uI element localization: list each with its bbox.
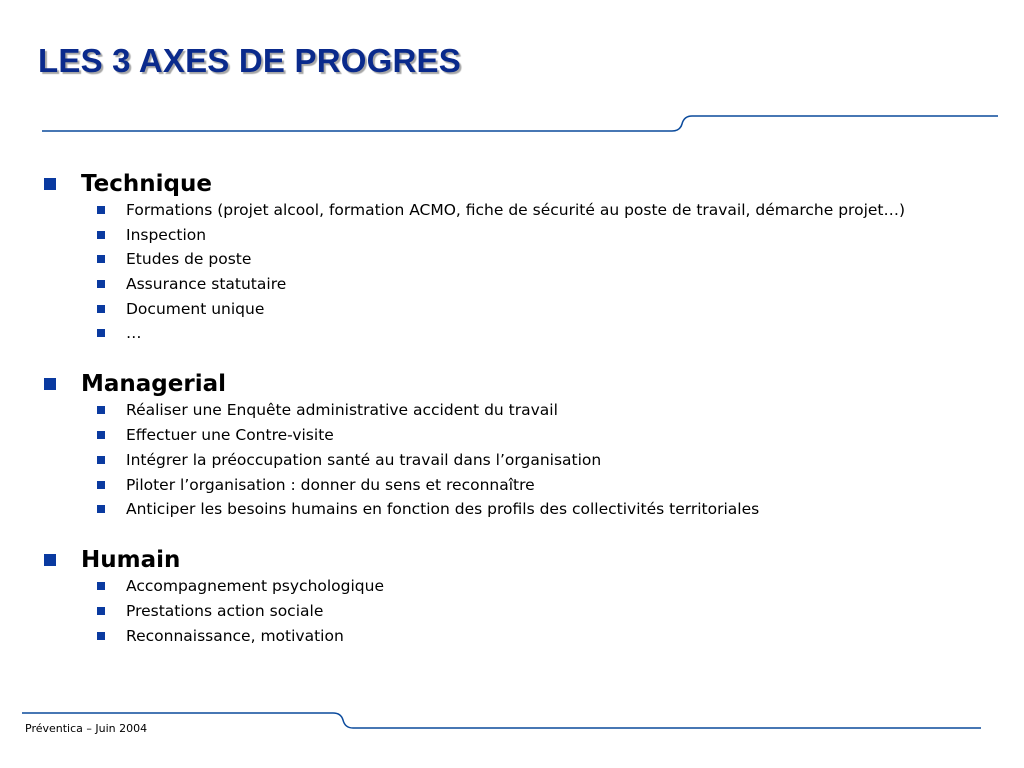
footer-rule bbox=[22, 713, 981, 728]
list-item bbox=[44, 475, 984, 495]
item-text: Formations (projet alcool, formation ACMO, fiche de sécurité au poste de travail, démarche projet…) bbox=[126, 201, 906, 219]
section-header bbox=[44, 544, 984, 576]
list-item bbox=[44, 626, 984, 646]
square-bullet-icon bbox=[97, 231, 105, 239]
item-list bbox=[44, 200, 984, 343]
item-text: Reconnaissance, motivation bbox=[126, 626, 344, 645]
section-header bbox=[44, 368, 984, 400]
item-text: … bbox=[126, 324, 142, 343]
square-bullet-icon bbox=[97, 406, 105, 414]
content-area bbox=[44, 168, 984, 671]
list-item bbox=[44, 274, 984, 294]
footer-text: Préventica – Juin 2004 bbox=[25, 722, 148, 735]
square-bullet-icon bbox=[97, 632, 105, 640]
section-title: Managerial bbox=[81, 371, 226, 398]
list-item bbox=[44, 225, 984, 245]
list-item bbox=[44, 400, 984, 420]
list-item bbox=[44, 200, 984, 220]
square-bullet-icon bbox=[44, 554, 56, 566]
square-bullet-icon bbox=[97, 505, 105, 513]
list-item bbox=[44, 249, 984, 269]
header-rule bbox=[42, 116, 998, 131]
list-item bbox=[44, 425, 984, 445]
section-header bbox=[44, 168, 984, 200]
item-text: Assurance statutaire bbox=[126, 275, 287, 294]
square-bullet-icon bbox=[97, 206, 105, 214]
section-title: Technique bbox=[81, 171, 212, 197]
list-item bbox=[44, 499, 984, 519]
item-text: Réaliser une Enquête administrative accident du travail bbox=[126, 401, 558, 420]
section-title: Humain bbox=[81, 547, 181, 574]
item-text: Intégrer la préoccupation santé au travail dans l’organisation bbox=[126, 450, 602, 469]
square-bullet-icon bbox=[44, 178, 56, 190]
item-text: Etudes de poste bbox=[126, 250, 252, 269]
square-bullet-icon bbox=[97, 481, 105, 489]
square-bullet-icon bbox=[97, 431, 105, 439]
list-item bbox=[44, 323, 984, 343]
item-text: Effectuer une Contre-visite bbox=[126, 426, 334, 445]
item-text: Piloter l’organisation : donner du sens et reconnaître bbox=[126, 475, 535, 494]
list-item bbox=[44, 601, 984, 621]
square-bullet-icon bbox=[97, 305, 105, 313]
square-bullet-icon bbox=[44, 378, 56, 390]
item-text: Document unique bbox=[126, 299, 265, 318]
square-bullet-icon bbox=[97, 280, 105, 288]
item-list bbox=[44, 576, 984, 645]
slide-title: LES 3 AXES DE PROGRES bbox=[38, 42, 461, 79]
item-text: Accompagnement psychologique bbox=[126, 577, 385, 596]
list-item bbox=[44, 299, 984, 319]
square-bullet-icon bbox=[97, 607, 105, 615]
item-text: Prestations action sociale bbox=[126, 601, 324, 620]
item-text: Anticiper les besoins humains en fonction des profils des collectivités territoriales bbox=[126, 500, 760, 519]
square-bullet-icon bbox=[97, 255, 105, 263]
list-item bbox=[44, 576, 984, 596]
section-managerial bbox=[44, 368, 984, 519]
item-text: Inspection bbox=[126, 225, 207, 244]
square-bullet-icon bbox=[97, 329, 105, 337]
square-bullet-icon bbox=[97, 582, 105, 590]
square-bullet-icon bbox=[97, 456, 105, 464]
item-list bbox=[44, 400, 984, 519]
section-technique bbox=[44, 168, 984, 343]
section-humain bbox=[44, 544, 984, 645]
list-item bbox=[44, 450, 984, 470]
